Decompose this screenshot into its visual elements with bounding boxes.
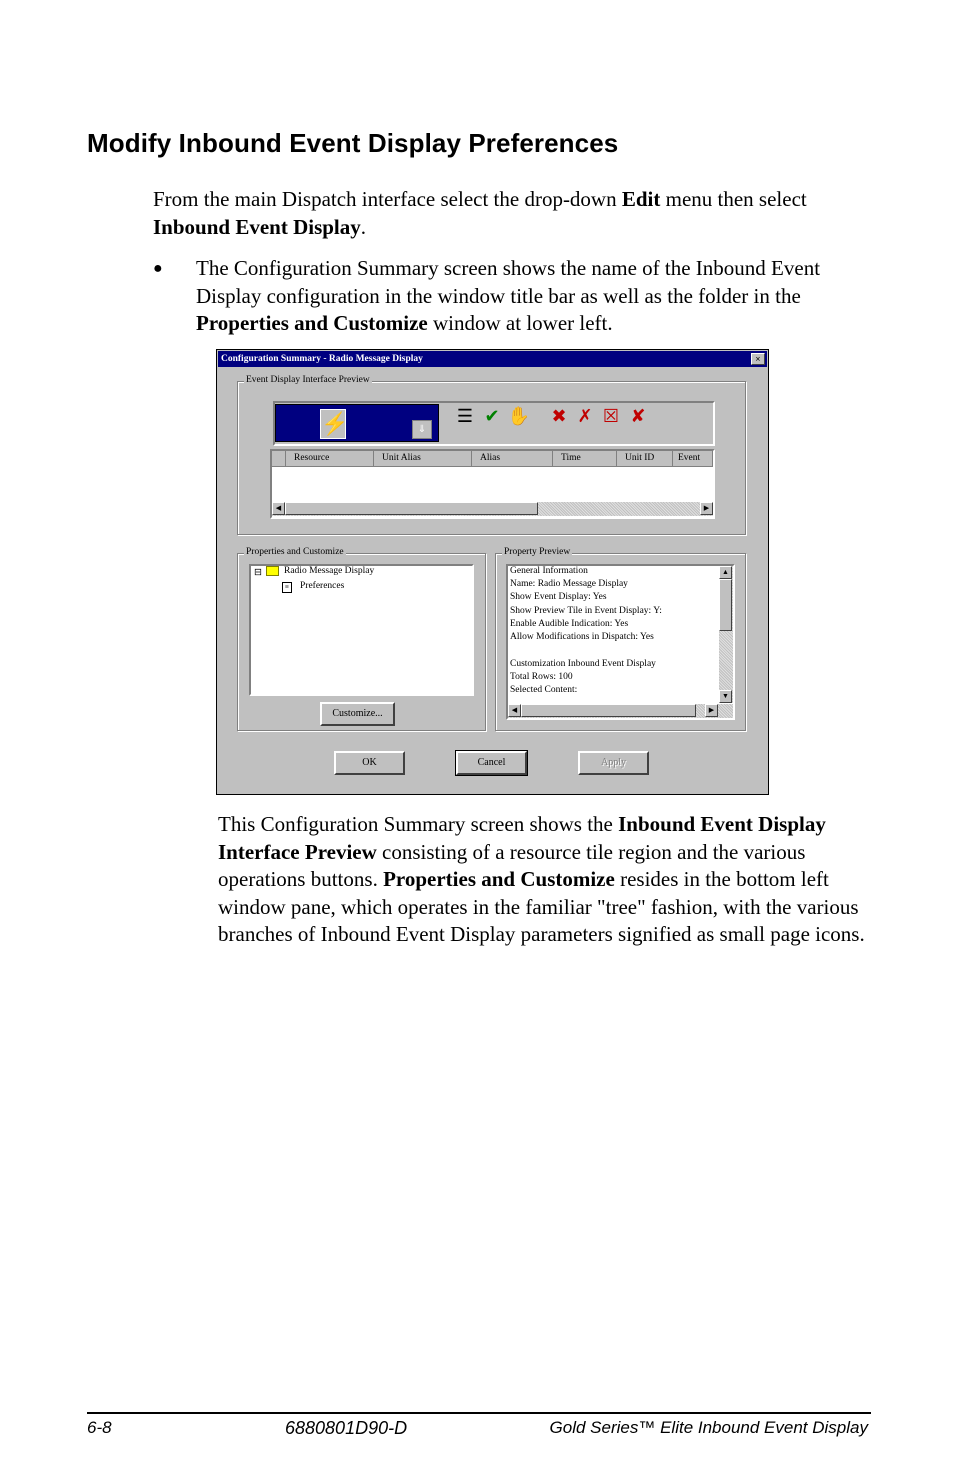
column-header-unit-alias[interactable]: Unit Alias (374, 451, 472, 467)
caption-text-1: This Configuration Summary screen shows the (218, 812, 619, 836)
column-header-event[interactable]: Event (673, 451, 713, 467)
grid-scroll-thumb[interactable] (285, 502, 538, 515)
apply-button[interactable]: Apply (578, 751, 649, 775)
bullet-text-2: window at lower left. (427, 311, 613, 335)
dialog-title: Configuration Summary - Radio Message Display (221, 354, 423, 364)
preview-line: Show Preview Tile in Event Display: Y: (510, 606, 662, 616)
caption-text-2: consisting of a resource tile region and the various operations buttons. (218, 839, 806, 892)
preview-hscroll-thumb[interactable] (521, 704, 696, 717)
properties-customize-ref-2: Properties and Customize (383, 867, 615, 892)
bullet-dot-icon: ● (153, 260, 163, 277)
checkmark-icon[interactable]: ✔ (484, 406, 500, 426)
intro-paragraph (153, 186, 873, 241)
tile-dropdown-icon[interactable]: ⇓ (412, 420, 432, 439)
caption-text-3: resides in the bottom left window pane, which operates in the familiar "tree" fashion, with the various branches of Inbound Event Display parameters signified as small page icons. (218, 867, 865, 947)
product-name: Gold Series™ Elite Inbound Event Display (549, 1418, 868, 1437)
preview-scroll-left-icon[interactable]: ◀ (508, 704, 521, 717)
inbound-event-display-ref: Inbound Event Display (153, 214, 361, 239)
folder-icon (266, 566, 279, 576)
document-number: 6880801D90-D (285, 1418, 408, 1438)
clear-icon[interactable]: ✘ (630, 406, 646, 426)
column-header-alias[interactable]: Alias (472, 451, 553, 467)
list-check-icon[interactable]: ☰ (456, 406, 474, 426)
edit-menu-ref: Edit (621, 187, 661, 211)
red-x-icon[interactable]: ✖ (551, 406, 567, 426)
scroll-down-icon[interactable]: ▼ (719, 690, 732, 703)
properties-group-label: Properties and Customize (246, 547, 344, 557)
preview-line: Selected Content: (510, 685, 578, 695)
intro-text-1: From the main Dispatch interface select the drop-down (153, 187, 622, 211)
column-header-unit-id[interactable]: Unit ID (617, 451, 673, 467)
preview-line: Total Rows: 100 (510, 672, 573, 682)
tree-item-preferences[interactable]: Preferences (300, 581, 345, 591)
column-header-resource[interactable]: Resource (286, 451, 374, 467)
section-heading: Modify Inbound Event Display Preferences (87, 128, 619, 158)
column-header-time[interactable]: Time (553, 451, 617, 467)
close-icon[interactable]: × (751, 353, 765, 365)
preview-line: Name: Radio Message Display (510, 579, 628, 589)
scroll-right-icon[interactable]: ▶ (700, 502, 713, 515)
preview-group-label: Event Display Interface Preview (246, 375, 370, 385)
preview-line: Enable Audible Indication: Yes (510, 619, 629, 629)
preview-scroll-right-icon[interactable]: ▶ (705, 704, 718, 717)
delete-all-icon[interactable]: ☒ (602, 406, 620, 426)
lightning-bolt-icon: ⚡ (320, 409, 346, 439)
dialog-titlebar (218, 351, 767, 367)
interface-preview-ref: Inbound Event Display Interface Preview (218, 812, 826, 864)
preview-scroll-thumb[interactable] (719, 579, 732, 631)
preview-line: Customization Inbound Event Display (510, 659, 656, 669)
preview-line: Show Event Display: Yes (510, 592, 607, 602)
grid-corner (272, 451, 286, 467)
hand-icon[interactable]: ✋ (507, 406, 531, 426)
preview-line: General Information (510, 566, 588, 576)
bullet-text (196, 255, 856, 338)
footer-rule (87, 1412, 871, 1414)
scroll-up-icon[interactable]: ▲ (719, 566, 732, 579)
ok-button[interactable]: OK (334, 751, 405, 775)
preview-line: Allow Modifications in Dispatch: Yes (510, 632, 654, 642)
page-number: 6-8 (87, 1418, 112, 1437)
bullet-text-1: The Configuration Summary screen shows the name of the Inbound Event Display configuration in the window title bar as well as the folder in the (196, 256, 821, 308)
caption-paragraph (218, 811, 878, 949)
page-icon: ≡ (282, 582, 292, 593)
cancel-button[interactable]: Cancel (456, 751, 527, 775)
scroll-left-icon[interactable]: ◀ (272, 502, 285, 515)
intro-text-3: . (360, 214, 367, 239)
customize-button[interactable]: Customize... (320, 702, 395, 726)
tree-collapse-icon[interactable]: ⊟ (254, 568, 262, 578)
property-preview-group-label: Property Preview (504, 547, 571, 557)
delete-page-icon[interactable]: ✗ (577, 406, 593, 426)
properties-customize-ref: Properties and Customize (196, 311, 428, 335)
intro-text-2: menu then select (660, 187, 807, 211)
tree-item-radio-message-display[interactable]: Radio Message Display (284, 566, 375, 576)
